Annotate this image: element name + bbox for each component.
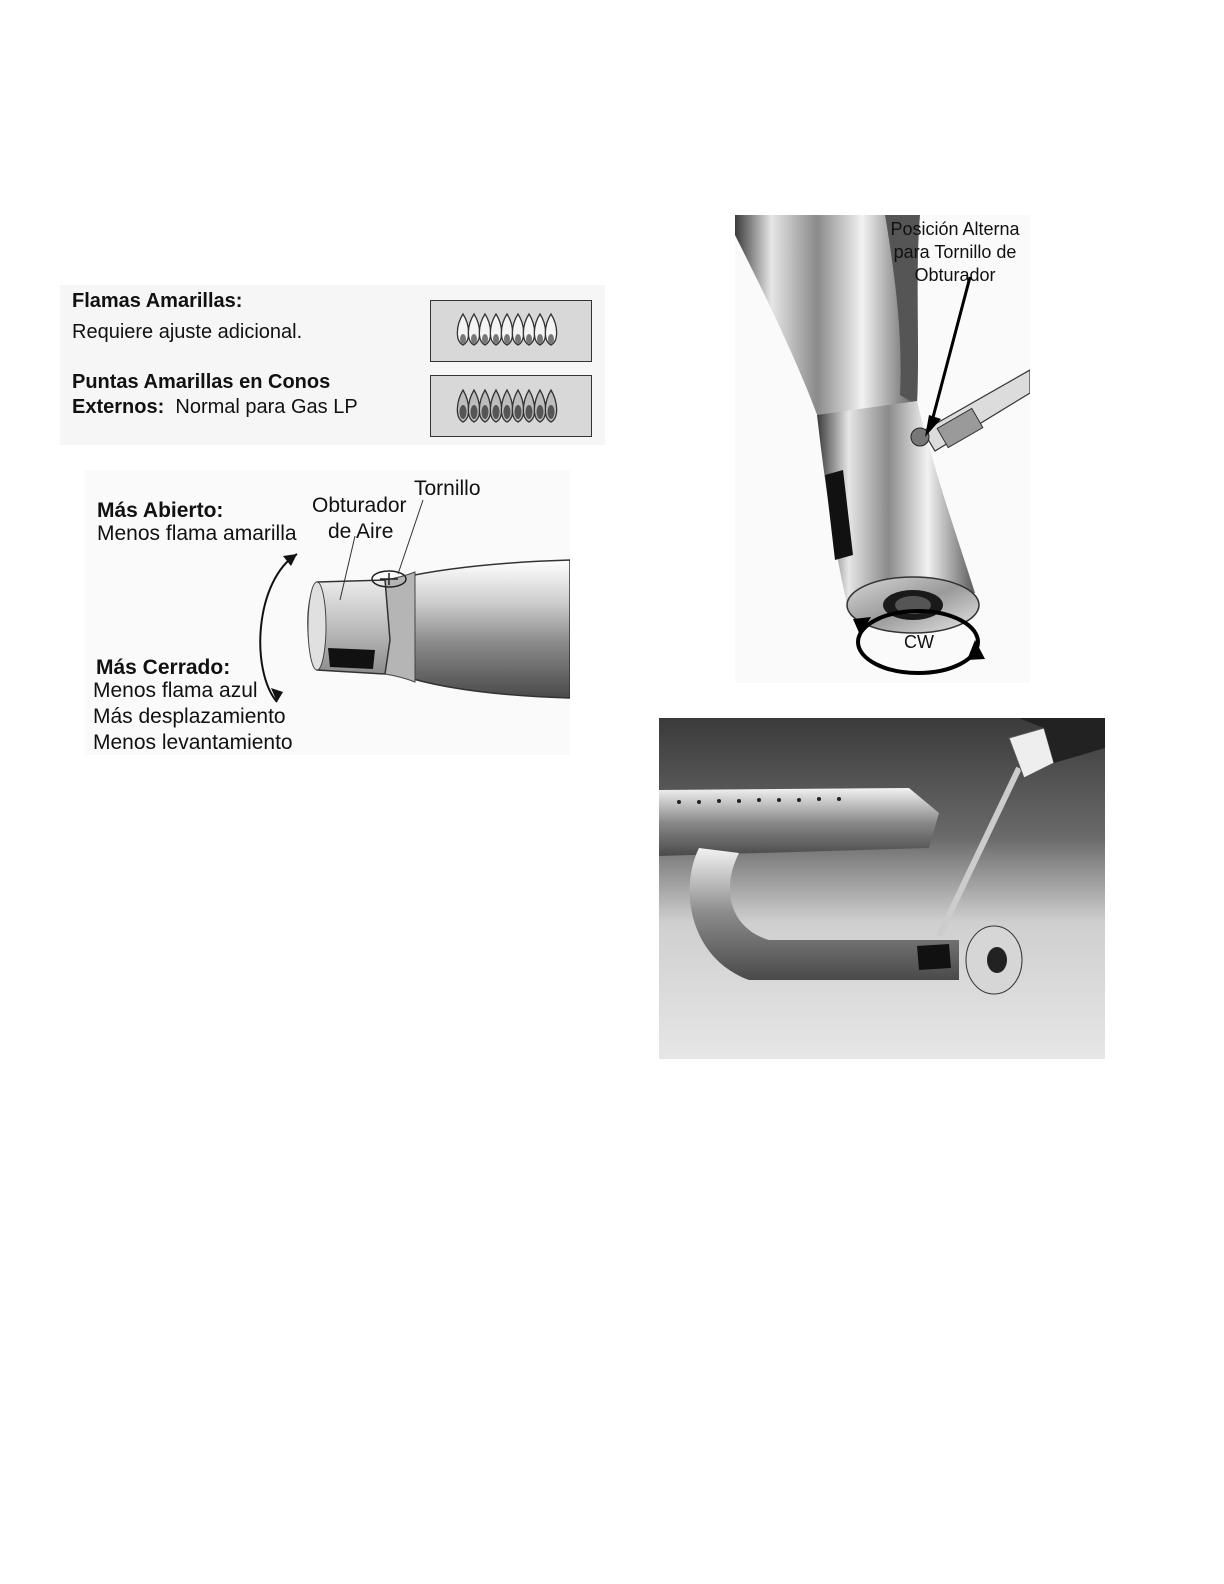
air-shutter-diagram [85,470,570,755]
more-closed-desc-2: Más desplazamiento [93,705,286,728]
flame-row-icon [431,376,591,436]
yellow-tips-desc: Normal para Gas LP [175,396,358,418]
screw-label: Tornillo [414,477,481,500]
yellow-tips-title: Puntas Amarillas en Conos [72,371,331,393]
air-shutter-label-1: Obturador [312,494,407,517]
yellow-tips-image [430,375,592,437]
burner-adjustment-photo [659,718,1105,1059]
more-closed-desc-1: Menos flama azul [93,679,258,702]
flame-guide [60,285,605,445]
alternate-position-caption-2: para Tornillo de [893,242,1017,262]
more-open-desc: Menos flama amarilla [97,522,297,545]
more-open-title: Más Abierto: [97,499,224,522]
alternate-position-caption-1: Posición Alterna [890,219,1020,239]
clockwise-label: CW [904,632,934,652]
alternate-position-caption-3: Obturador [914,265,996,285]
burner-photo-alternate-screw [735,215,1030,683]
more-closed-desc-3: Menos levantamiento [93,731,293,754]
flame-row-icon [431,301,591,361]
yellow-tips-title-2: Externos: [72,396,165,418]
yellow-flames-image [430,300,592,362]
air-shutter-label-2: de Aire [328,520,394,543]
yellow-flames-title: Flamas Amarillas: [72,290,243,312]
yellow-flames-desc: Requiere ajuste adicional. [72,321,303,343]
more-closed-title: Más Cerrado: [96,656,231,679]
yellow-tips-line [72,395,358,419]
burner-photo-screwdriver [659,718,1105,1059]
